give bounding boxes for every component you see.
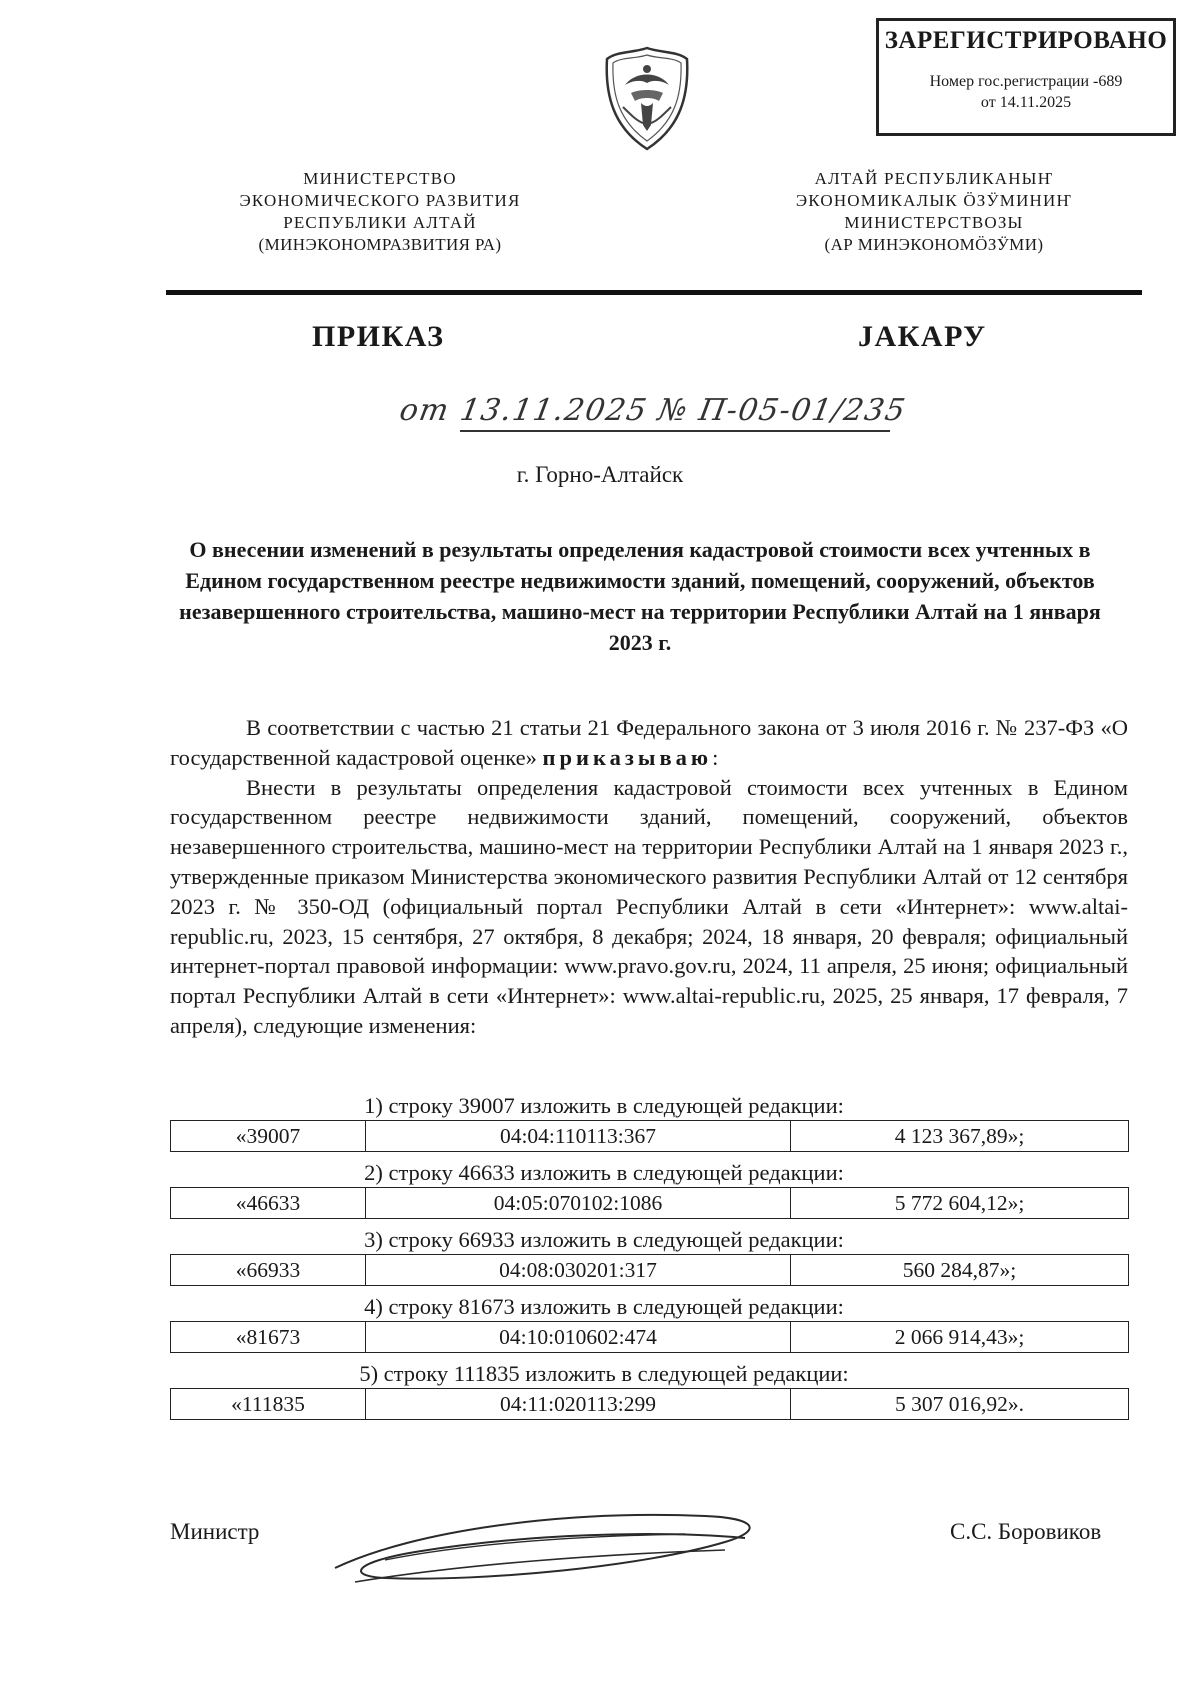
header-line: МИНИСТЕРСТВОЗЫ	[844, 213, 1024, 232]
table-row	[171, 1389, 1129, 1420]
table-row	[171, 1188, 1129, 1219]
cadastral-number-cell: 04:04:110113:367	[366, 1121, 791, 1152]
order-subject: О внесении изменений в результаты определения кадастровой стоимости всех учтенных в Едином государственном реестре недвижимости зданий, помещений, сооружений, объектов незавершенного строительства, машино-мест на территории Республики Алтай на 1 января 2023 г.	[179, 537, 1101, 655]
order-title-altai: JАКАРУ	[858, 320, 987, 353]
amendment-table	[170, 1120, 1129, 1152]
amendment-caption: 4) строку 81673 изложить в следующей редакции:	[364, 1294, 844, 1319]
table-row	[171, 1322, 1129, 1353]
row-number-cell: «46633	[171, 1188, 366, 1219]
header-line: РЕСПУБЛИКИ АЛТАЙ	[283, 213, 477, 232]
amendment-caption: 2) строку 46633 изложить в следующей редакции:	[364, 1160, 844, 1185]
cadastral-value-cell: 2 066 914,43»;	[791, 1322, 1129, 1353]
amendment-item	[170, 1091, 1128, 1152]
order-number-handwritten: от 13.11.2025 № П-05-01/235	[396, 393, 910, 428]
amendment-caption: 3) строку 66933 изложить в следующей редакции:	[364, 1227, 844, 1252]
city-line: г. Горно-Алтайск	[516, 462, 684, 487]
cadastral-number-cell: 04:10:010602:474	[366, 1322, 791, 1353]
cadastral-number-cell: 04:05:070102:1086	[366, 1188, 791, 1219]
directive-paragraph: Внести в результаты определения кадастровой стоимости всех учтенных в Едином государственном реестре недвижимости зданий, помещений, сооружений, объектов незавершенного строительства, машино-мест на территории Республики Алтай на 1 января 2023 г., утвержденные приказом Министерства экономического развития Республики Алтай от 12 сентября 2023 г. № 350-ОД (официальный портал Республики Алтай в сети «Интернет»: www.altai-republic.ru, 2023, 15 сентября, 27 октября, 8 декабря; 2024, 18 января, 20 февраля; официальный интернет-портал правовой информации: www.pravo.gov.ru, 2024, 11 апреля, 25 июня; официальный портал Республики Алтай в сети «Интернет»: www.altai-republic.ru, 2025, 25 января, 17 февраля, 7 апреля), следующие изменения:	[170, 774, 1128, 1038]
cadastral-value-cell: 560 284,87»;	[791, 1255, 1129, 1286]
amendment-item	[170, 1158, 1128, 1219]
cadastral-value-cell: 5 772 604,12»;	[791, 1188, 1129, 1219]
amendment-caption: 5) строку 111835 изложить в следующей редакции:	[359, 1361, 849, 1386]
coat-of-arms-icon	[601, 45, 693, 153]
registration-stamp	[876, 18, 1176, 136]
order-title-russian: ПРИКАЗ	[312, 320, 445, 353]
preamble-text: В соответствии с частью 21 статьи 21 Федерального закона от 3 июля 2016 г. № 237-ФЗ «О государственной кадастровой оценке»	[170, 715, 1128, 770]
row-number-cell: «66933	[171, 1255, 366, 1286]
cadastral-value-cell: 4 123 367,89»;	[791, 1121, 1129, 1152]
cadastral-value-cell: 5 307 016,92».	[791, 1389, 1129, 1420]
preamble-colon: :	[712, 744, 719, 770]
amendment-item	[170, 1225, 1128, 1286]
ministry-name-russian	[190, 168, 570, 256]
header-line: МИНИСТЕРСТВО	[303, 169, 457, 188]
ministry-name-altai	[744, 168, 1124, 256]
stamp-title: ЗАРЕГИСТРИРОВАНО	[884, 27, 1168, 54]
stamp-reg-number: Номер гос.регистрации -689	[929, 73, 1123, 90]
table-row	[171, 1121, 1129, 1152]
amendment-table	[170, 1388, 1129, 1420]
cadastral-number-cell: 04:11:020113:299	[366, 1389, 791, 1420]
order-number-underline	[460, 430, 890, 432]
cadastral-number-cell: 04:08:030201:317	[366, 1255, 791, 1286]
header-line: ЭКОНОМИЧЕСКОГО РАЗВИТИЯ	[239, 191, 521, 210]
row-number-cell: «39007	[171, 1121, 366, 1152]
order-body	[170, 713, 1128, 1041]
row-number-cell: «81673	[171, 1322, 366, 1353]
signer-role: Министр	[170, 1519, 260, 1544]
amendments-list	[170, 1091, 1128, 1426]
header-abbreviation: (МИНЭКОНОМРАЗВИТИЯ РА)	[258, 235, 502, 254]
preamble-paragraph	[170, 713, 1128, 773]
header-line: АЛТАЙ РЕСПУБЛИКАНЫҤ	[814, 169, 1054, 188]
table-row	[171, 1255, 1129, 1286]
signer-name: С.С. Боровиков	[950, 1519, 1102, 1544]
header-line: ЭКОНОМИКАЛЫК ӦЗӰМИНИҤ	[795, 191, 1073, 210]
header-divider	[166, 290, 1142, 295]
amendment-table	[170, 1254, 1129, 1286]
amendment-table	[170, 1187, 1129, 1219]
amendment-table	[170, 1321, 1129, 1353]
amendment-item	[170, 1359, 1128, 1420]
amendment-caption: 1) строку 39007 изложить в следующей редакции:	[364, 1093, 844, 1118]
amendment-item	[170, 1292, 1128, 1353]
row-number-cell: «111835	[171, 1389, 366, 1420]
order-verb: приказываю	[542, 744, 713, 770]
header-abbreviation: (АР МИНЭКОНОМӦЗӰМИ)	[824, 235, 1044, 254]
stamp-reg-date: от 14.11.2025	[980, 94, 1072, 111]
handwritten-signature	[325, 1490, 775, 1600]
